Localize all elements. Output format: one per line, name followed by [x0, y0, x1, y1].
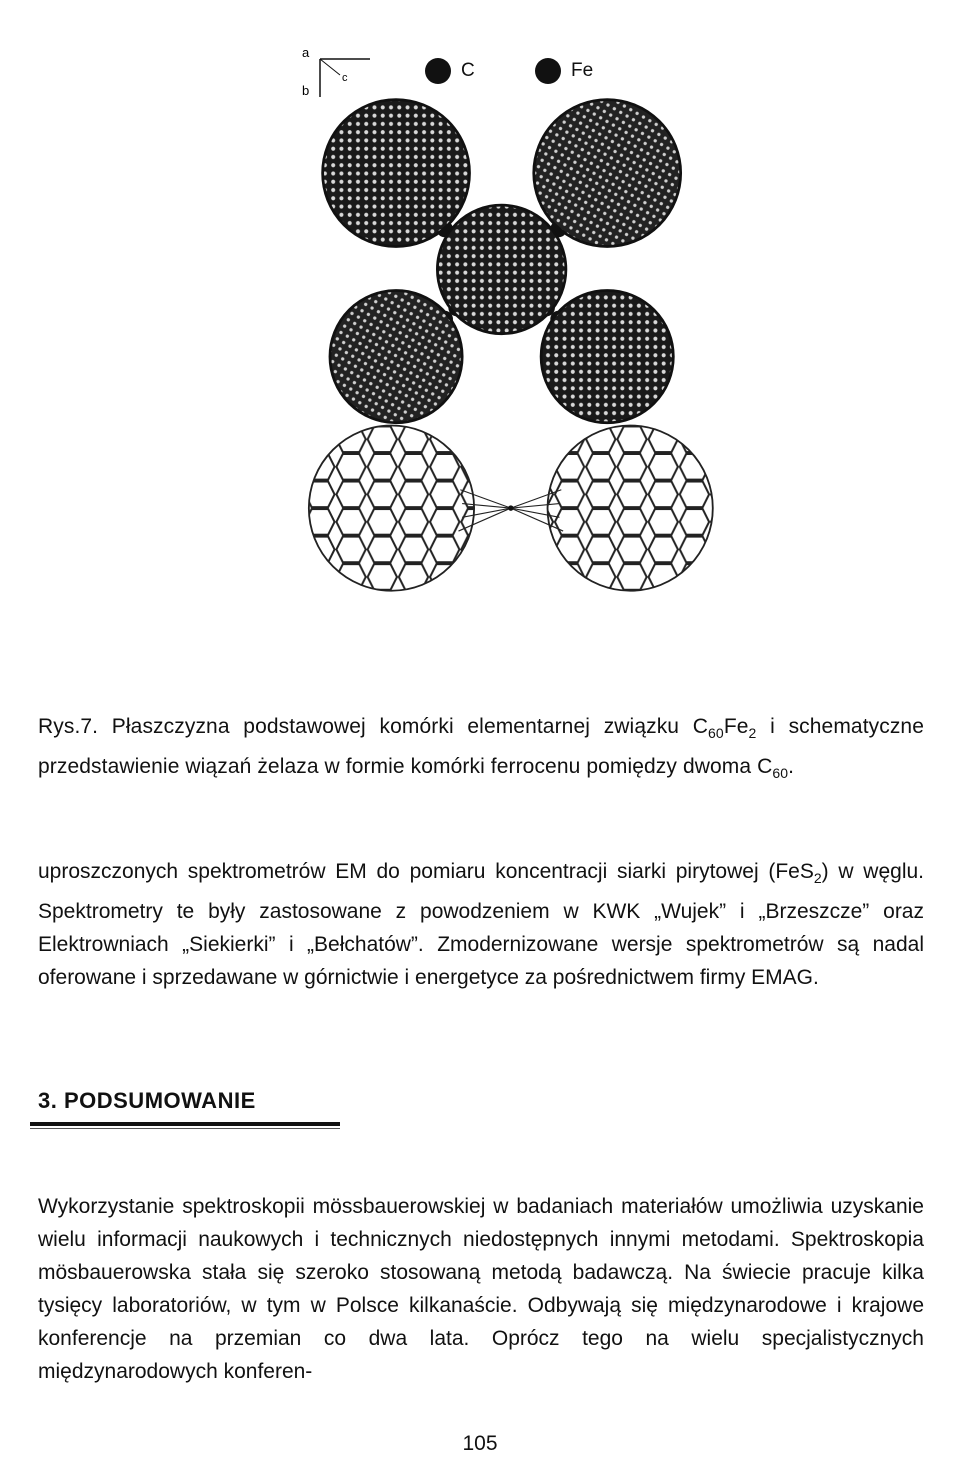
c60-sphere-top-right: [534, 100, 681, 247]
heading-underline: [30, 1122, 340, 1126]
axes-orientation-icon: [300, 45, 370, 100]
body-paragraph: uproszczonych spektrometrów EM do pomiaru koncentracji siarki pirytowej (FeS$_2$) w węglu. Spektrometry te były zastosowane z powodzeniem w KWK „Wujek” i „Brzeszcze” oraz Elektrowniach „Siekierki” i „Bełchatów”. Zmodernizowane wersje spektrometrów są nadal oferowane i sprzedawane w górnictwie i energetyce za pośrednictwem firmy EMAG.: [38, 860, 924, 990]
legend-label-iron: Fe: [571, 60, 594, 81]
c60-cage-right: [548, 425, 713, 590]
legend-label-carbon: C: [461, 60, 475, 81]
fullerene-figure: [285, 95, 755, 655]
figure-caption: Rys.7. Płaszczyzna podstawowej komórki elementarnej związku $C_{60}Fe_2$ i schematyczne przedstawienie wiązań żelaza w formie komórki ferrocenu pomiędzy dwoma $C_{60}$.: [38, 715, 924, 782]
section-heading: 3. PODSUMOWANIE: [38, 1088, 256, 1113]
page-number: 105: [462, 1432, 498, 1455]
iron-dot-icon: [535, 58, 561, 84]
legend-item-carbon: [425, 58, 475, 84]
summary-paragraph: Wykorzystanie spektroskopii mössbauerowskiej w badaniach materiałów umożliwia uzyskanie wielu informacji naukowych i technicznych niedostępnych innymi metodami. Spektroskopia mösbauerowska stała się szeroko stosowaną metodą badawczą. Na świecie pracuje kilka tysięcy laboratoriów, w tym w Polsce kilkanaście. Odbywają się międzynarodowe i krajowe konferencje na przemian co dwa lata. Oprócz tego na wielu specjalistycznych międzynarodowych konferen-: [38, 1195, 924, 1383]
c60-sphere-bottom-left: [330, 291, 462, 423]
ferrocene-c60-pair: [309, 425, 713, 590]
c60-cage-left: [309, 425, 474, 590]
c60-sphere-top-left: [323, 100, 470, 247]
carbon-dot-icon: [425, 58, 451, 84]
axis-label-a: a: [302, 45, 310, 60]
heading-underline-thin: [30, 1128, 340, 1129]
axis-label-b: b: [302, 83, 310, 98]
c60-lattice: [323, 100, 681, 423]
c60-sphere-bottom-right: [541, 291, 673, 423]
axis-label-c: c: [342, 72, 348, 84]
legend-item-iron: [535, 58, 593, 84]
c60-sphere-center: [437, 205, 566, 334]
